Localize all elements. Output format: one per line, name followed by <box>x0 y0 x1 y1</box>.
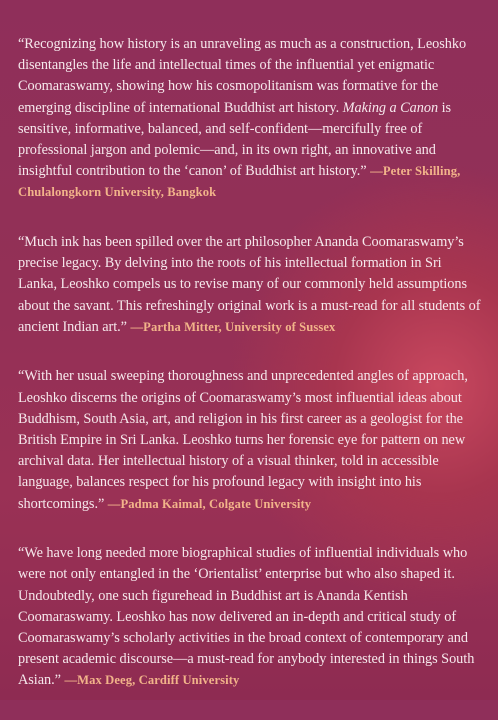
blurb-attribution: —Partha Mitter, University of Sussex <box>130 319 336 334</box>
blurb-kaimal <box>18 366 482 514</box>
blurb-attribution: —Padma Kaimal, Colgate University <box>107 496 312 511</box>
blurb-text: is sensitive, informative, balanced, and self-confident—mercifully free of professional jargon and polemic—and, in its own right, an innovative and insightful contribution to the ‘canon’ of Buddhist art history.” <box>18 99 452 180</box>
blurb-attribution: —Max Deeg, Cardiff University <box>64 673 240 688</box>
blurb-skilling <box>18 34 482 204</box>
blurb-text: “We have long needed more biographical studies of influential individuals who were not only entangled in the ‘Orientalist’ enterprise but who also shaped it. Undoubtedly, one such figurehead in Buddhist art is Ananda Kentish Coomaraswamy. Leoshko has now delivered an in-depth and critical study of Coomaraswamy’s scholarly activities in the broad context of contemporary and present academic discourse—a must-read for anybody interested in things South Asian.” <box>18 545 475 689</box>
blurbs-column <box>18 34 482 720</box>
book-title: Making a Canon <box>342 99 439 116</box>
blurb-text: “Much ink has been spilled over the art philosopher Ananda Coomaraswamy’s precise legacy. By delving into the roots of his intellectual formation in Sri Lanka, Leoshko compels us to revise many of our commonly held assumptions about the savant. This refreshingly original work is a must-read for all students of ancient Indian art.” <box>18 234 481 335</box>
blurb-attribution: —Peter Skilling, Chulalongkorn University, Bangkok <box>18 164 461 200</box>
blurb-mitter <box>18 232 482 338</box>
blurb-text: “With her usual sweeping thoroughness and unprecedented angles of approach, Leoshko discerns the origins of Coomaraswamy’s most influential ideas about Buddhism, South Asia, art, and religion in his first career as a geologist for the British Empire in Sri Lanka. Leoshko turns her forensic eye for pattern on new archival data. Her intellectual history of a visual thinker, told in accessible language, balances respect for his profound legacy with insight into his shortcomings.” <box>18 368 468 512</box>
blurb-text: “Recognizing how history is an unraveling as much as a construction, Leoshko disentangles the life and intellectual times of the influential yet enigmatic Coomaraswamy, showing how his cosmopolitanism was formative for the emerging discipline of international Buddhist art history. <box>18 36 467 116</box>
blurb-deeg <box>18 543 482 691</box>
